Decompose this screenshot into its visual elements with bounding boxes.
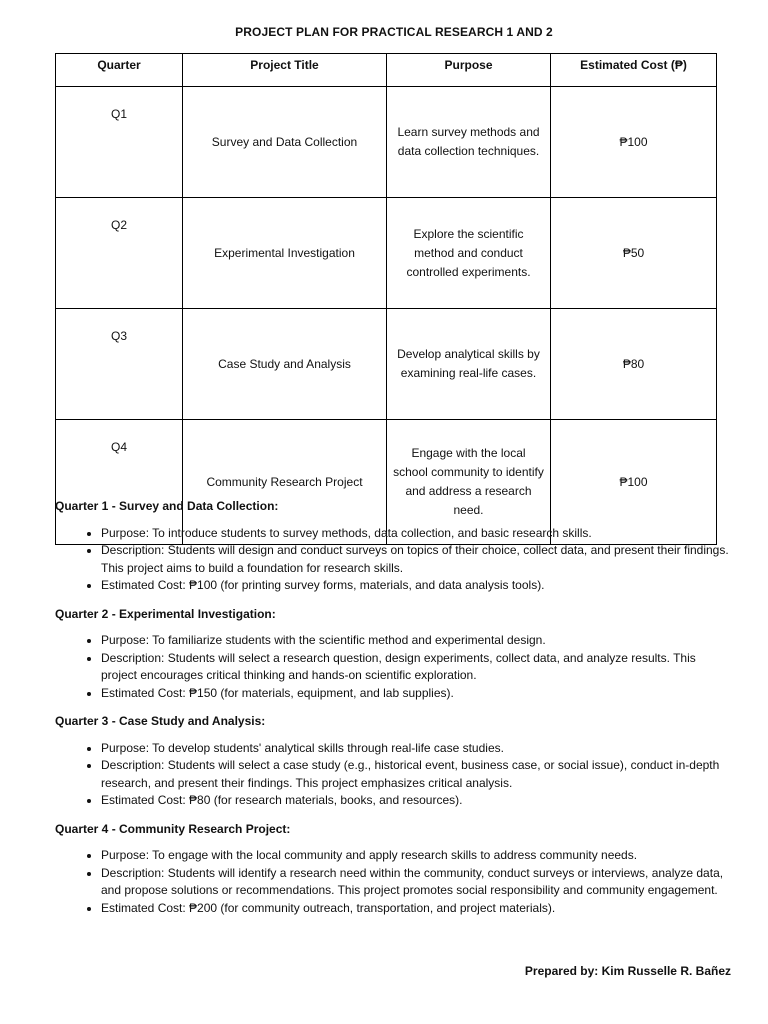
project-plan-table — [55, 53, 717, 545]
cell-purpose: Learn survey methods and data collection techniques. — [387, 87, 551, 198]
list-item: • Description: Students will design and conduct surveys on topics of their choice, collect data, and present their findings. This project aims to build a foundation for research skills. — [101, 542, 735, 577]
list-item: • Purpose: To develop students' analytical skills through real-life case studies. — [101, 740, 735, 758]
list-item: • Description: Students will identify a research need within the community, conduct surveys or interviews, analyze data, and propose solutions or recommendations. This project promotes social responsibility and community engagement. — [101, 865, 735, 900]
cell-quarter: Q4 — [56, 420, 183, 545]
cell-purpose: Develop analytical skills by examining real-life cases. — [387, 309, 551, 420]
bullet-list — [55, 847, 735, 917]
cell-quarter: Q1 — [56, 87, 183, 198]
cell-purpose: Engage with the local school community to identify and address a research need. — [387, 420, 551, 545]
table-row — [56, 198, 717, 309]
list-item: • Estimated Cost: ₱150 (for materials, equipment, and lab supplies). — [101, 685, 735, 703]
cell-cost: ₱80 — [551, 309, 717, 420]
header-project-title: Project Title — [183, 54, 387, 87]
quarter-1-section — [55, 498, 735, 595]
header-estimated-cost: Estimated Cost (₱) — [551, 54, 717, 87]
table-row — [56, 309, 717, 420]
cell-purpose: Explore the scientific method and conduct controlled experiments. — [387, 198, 551, 309]
bullet-list — [55, 632, 735, 702]
table-row — [56, 87, 717, 198]
header-quarter: Quarter — [56, 54, 183, 87]
cell-quarter: Q2 — [56, 198, 183, 309]
section-heading: Quarter 3 - Case Study and Analysis: — [55, 714, 266, 728]
cell-cost: ₱50 — [551, 198, 717, 309]
bullet-list — [55, 525, 735, 595]
list-item: • Description: Students will select a case study (e.g., historical event, business case, or social issue), conduct in-depth research, and present their findings. This project emphasizes critical analysis. — [101, 757, 735, 792]
cell-quarter: Q3 — [56, 309, 183, 420]
cell-project-title: Survey and Data Collection — [183, 87, 387, 198]
list-item: • Estimated Cost: ₱80 (for research materials, books, and resources). — [101, 792, 735, 810]
list-item: • Purpose: To familiarize students with the scientific method and experimental design. — [101, 632, 735, 650]
list-item: • Estimated Cost: ₱100 (for printing survey forms, materials, and data analysis tools). — [101, 577, 735, 595]
list-item: • Purpose: To introduce students to survey methods, data collection, and basic research skills. — [101, 525, 735, 543]
quarter-4-section — [55, 821, 735, 918]
cell-project-title: Community Research Project — [183, 420, 387, 545]
section-heading: Quarter 1 - Survey and Data Collection: — [55, 499, 279, 513]
section-heading: Quarter 4 - Community Research Project: — [55, 821, 291, 836]
document-title: PROJECT PLAN FOR PRACTICAL RESEARCH 1 AND 2 — [235, 25, 553, 39]
header-purpose: Purpose — [387, 54, 551, 87]
table-header-row — [56, 54, 717, 87]
section-heading: Quarter 2 - Experimental Investigation: — [55, 606, 276, 621]
quarter-3-section — [55, 713, 735, 810]
cell-cost: ₱100 — [551, 87, 717, 198]
list-item: • Estimated Cost: ₱200 (for community outreach, transportation, and project materials). — [101, 900, 735, 918]
list-item: • Description: Students will select a research question, design experiments, collect data, and analyze results. This project encourages critical thinking and hands-on scientific exploration. — [101, 650, 735, 685]
quarter-details — [55, 498, 735, 928]
list-item: • Purpose: To engage with the local community and apply research skills to address community needs. — [101, 847, 735, 865]
quarter-2-section — [55, 606, 735, 703]
cell-project-title: Experimental Investigation — [183, 198, 387, 309]
bullet-list — [55, 740, 735, 810]
cell-cost: ₱100 — [551, 420, 717, 545]
cell-project-title: Case Study and Analysis — [183, 309, 387, 420]
prepared-by: Prepared by: Kim Russelle R. Bañez — [524, 964, 731, 978]
